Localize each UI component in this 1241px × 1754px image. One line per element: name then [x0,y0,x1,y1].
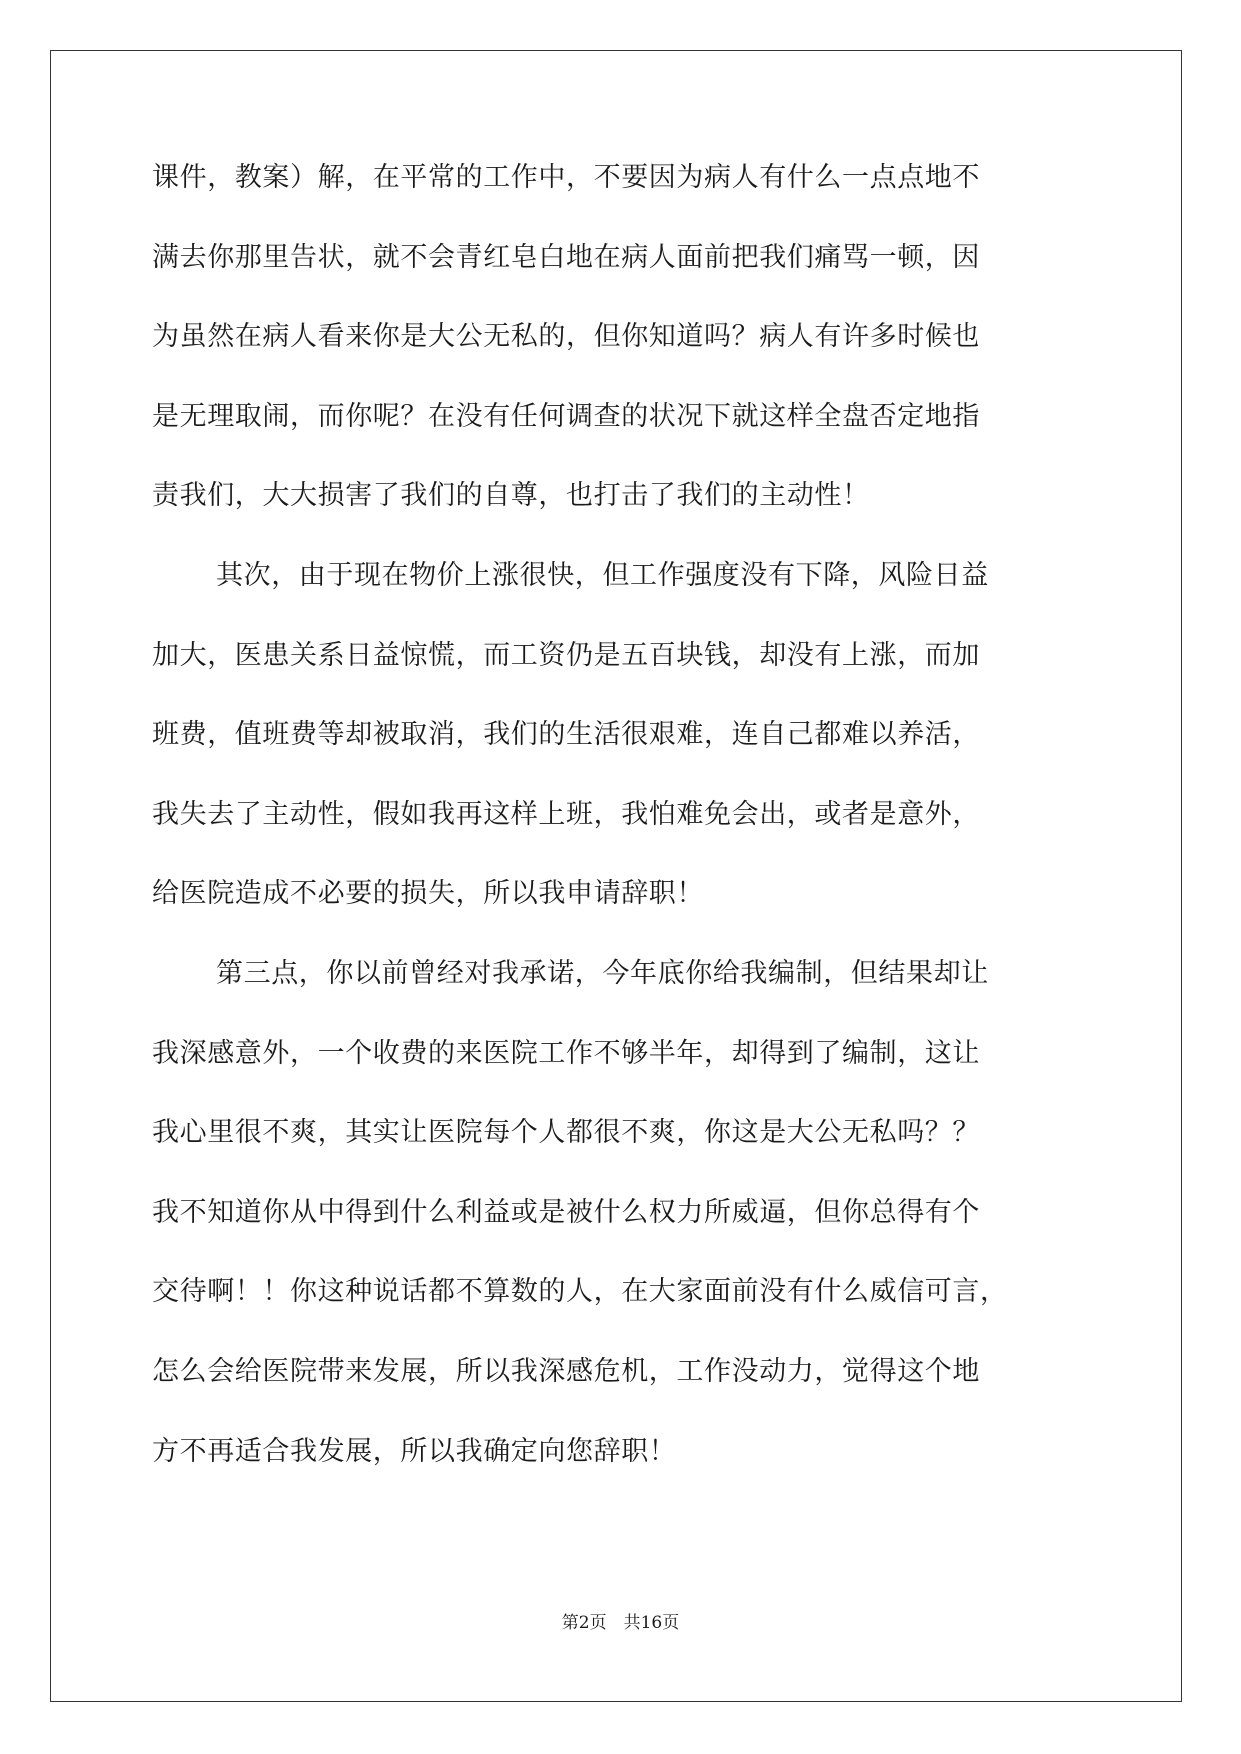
text-line: 方不再适合我发展，所以我确定向您辞职！ [152,1435,677,1467]
text-line: 交待啊！！你这种说话都不算数的人，在大家面前没有什么威信可言， [152,1276,1008,1308]
text-line: 给医院造成不必要的损失，所以我申请辞职！ [152,878,704,910]
text-line: 是无理取闹，而你呢？在没有任何调查的状况下就这样全盘否定地指 [152,400,980,432]
paragraph-start-line: 第三点，你以前曾经对我承诺，今年底你给我编制，但结果却让 [216,957,989,989]
text-line: 加大，医患关系日益惊慌，而工资仍是五百块钱，却没有上涨，而加 [152,639,980,671]
paragraph-start-line: 其次，由于现在物价上涨很快，但工作强度没有下降，风险日益 [216,559,989,591]
text-line: 班费，值班费等却被取消，我们的生活很艰难，连自己都难以养活， [152,719,980,751]
text-line: 满去你那里告状，就不会青红皂白地在病人面前把我们痛骂一顿，因 [152,241,980,273]
page-number-footer: 第2页 共16页 [561,1613,680,1633]
text-line: 我深感意外，一个收费的来医院工作不够半年，却得到了编制，这让 [152,1037,980,1069]
text-line: 责我们，大大损害了我们的自尊，也打击了我们的主动性！ [152,480,870,512]
document-body [152,158,1092,1511]
text-line: 怎么会给医院带来发展，所以我深感危机，工作没动力，觉得这个地 [152,1355,980,1387]
text-line: 为虽然在病人看来你是大公无私的，但你知道吗？病人有许多时候也 [152,321,980,353]
text-line: 我心里很不爽，其实让医院每个人都很不爽，你这是大公无私吗？？ [152,1117,980,1149]
text-line: 课件，教案）解，在平常的工作中，不要因为病人有什么一点点地不 [152,162,980,193]
text-line: 我失去了主动性，假如我再这样上班，我怕难免会出，或者是意外， [152,798,980,830]
text-line: 我不知道你从中得到什么利益或是被什么权力所威逼，但你总得有个 [152,1196,980,1228]
